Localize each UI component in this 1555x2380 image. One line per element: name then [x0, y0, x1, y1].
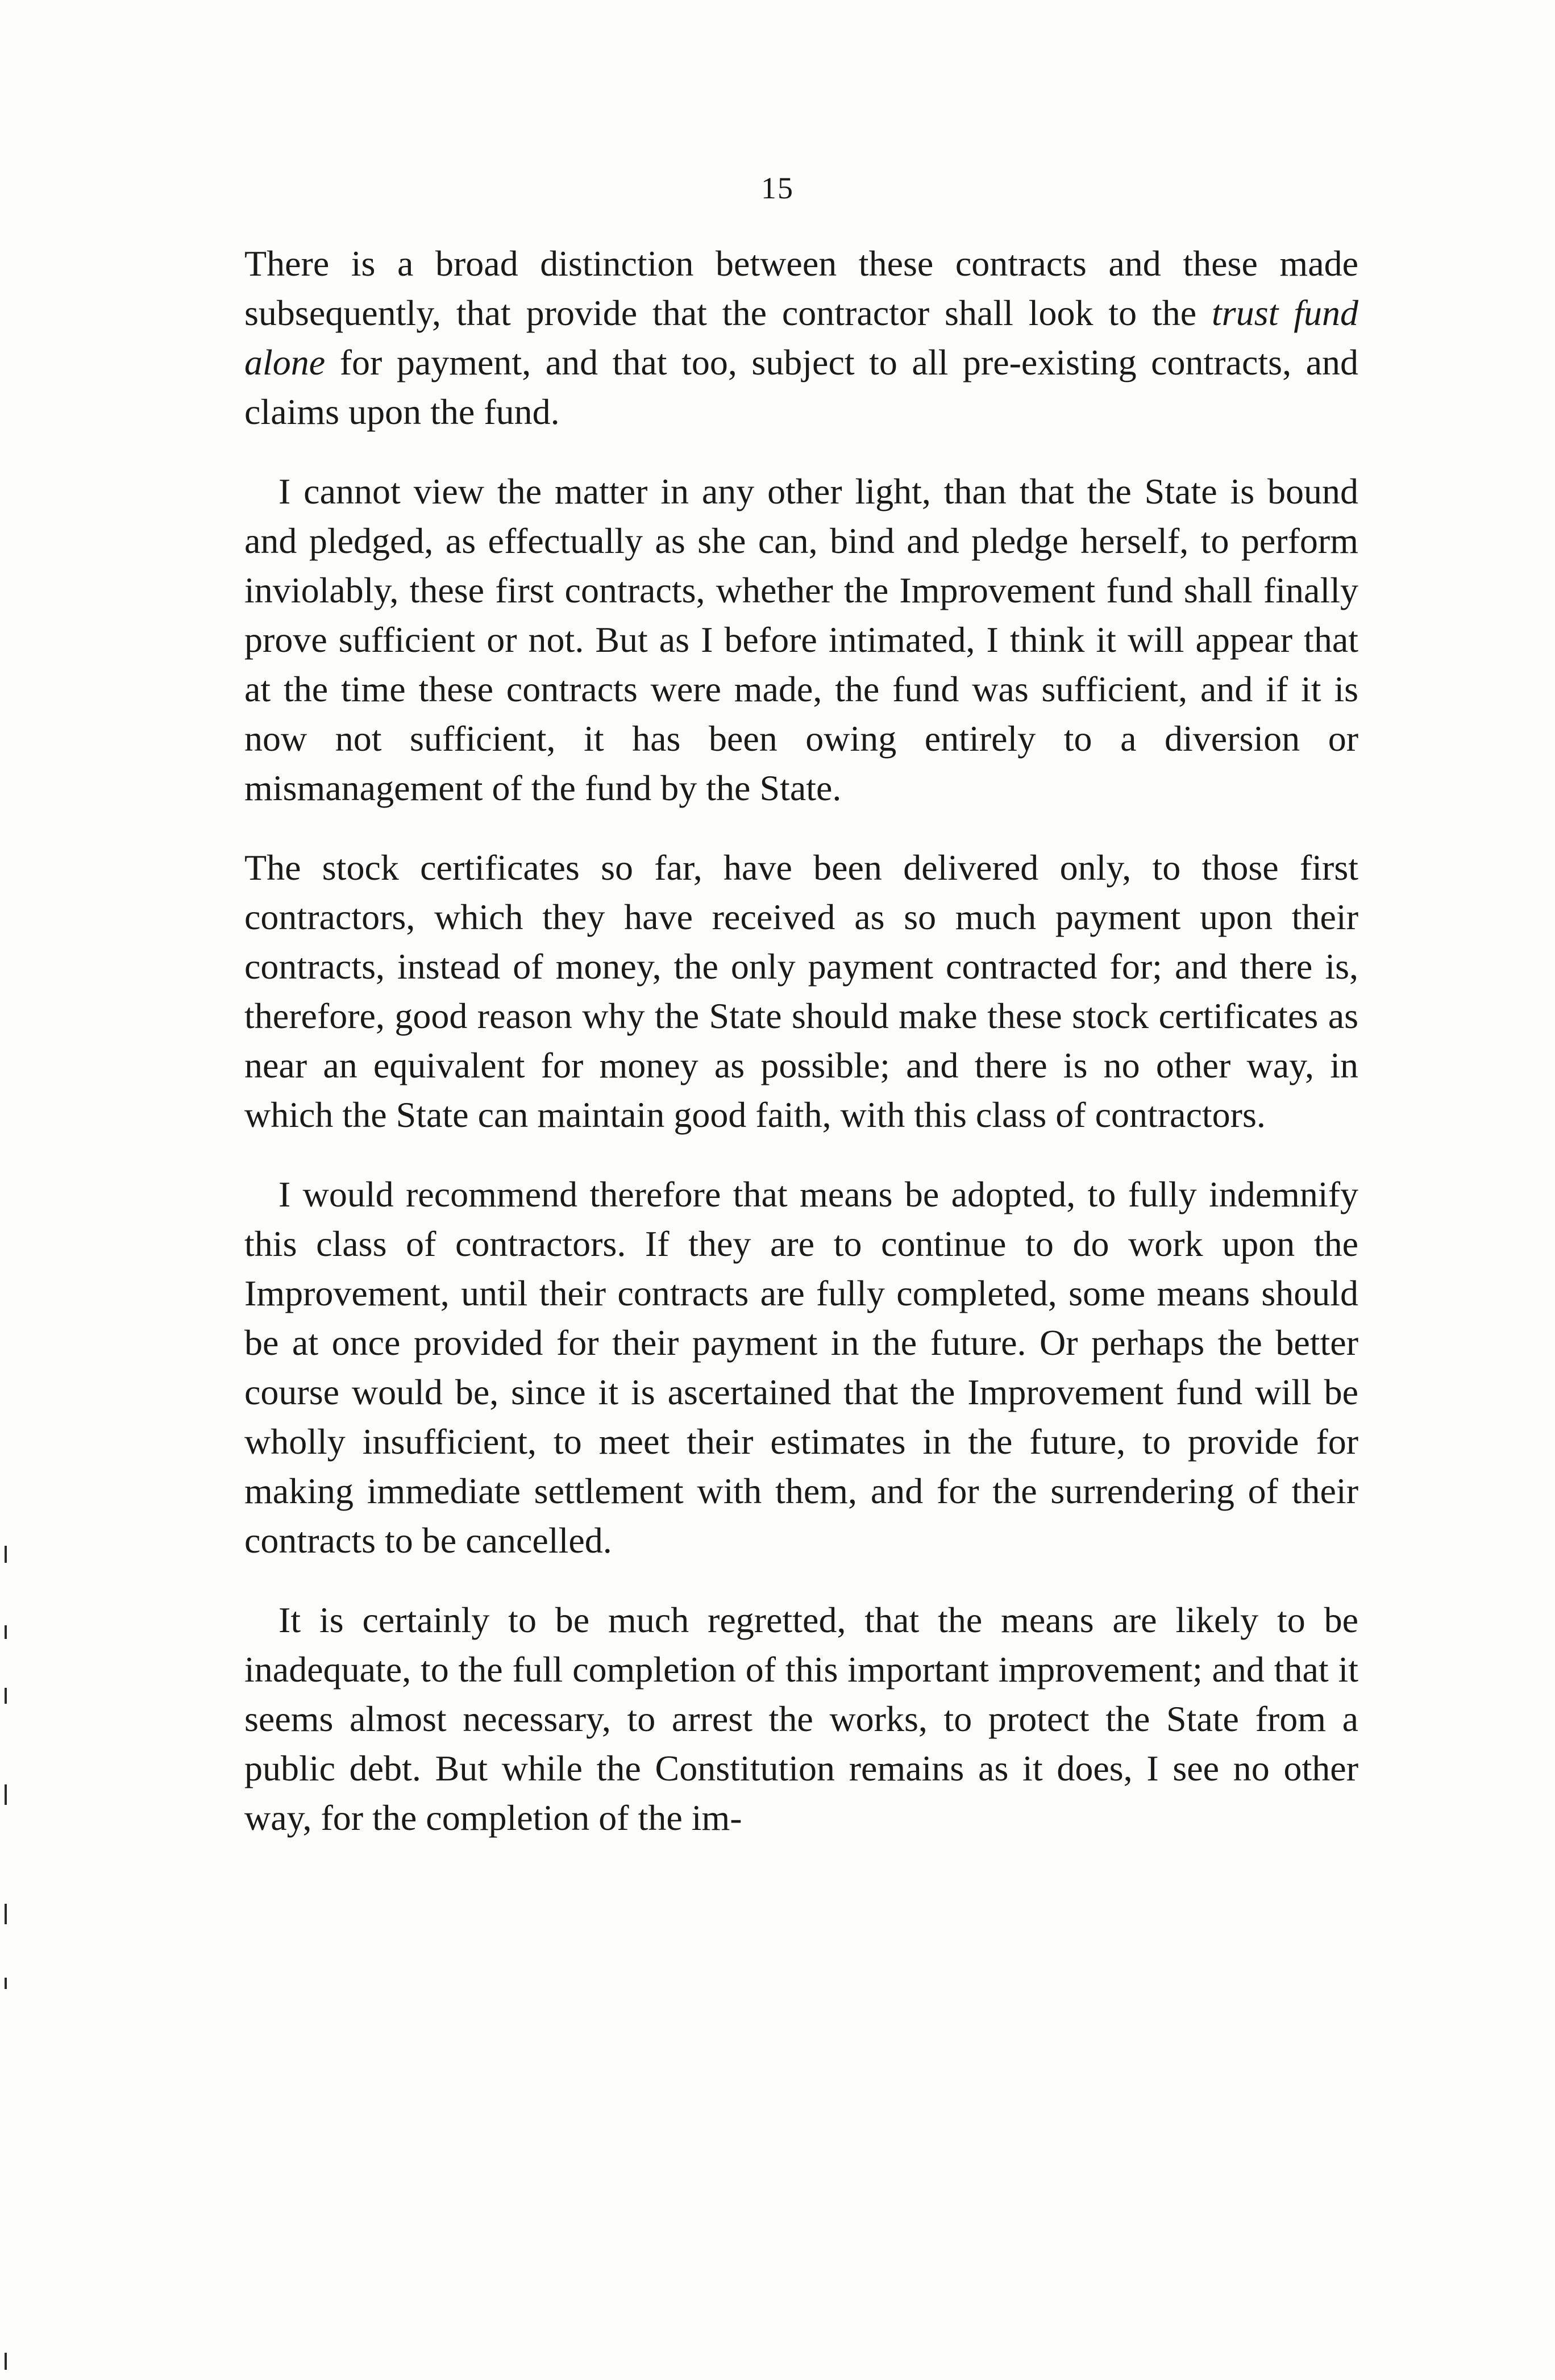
- paragraph-5: It is certainly to be much regretted, that the means are likely to be inadequate, to the full completion of this important improvement; and that it seems almost necessary, to arrest the works, to protect the State from a public debt. But while the Constitution remains as it does, I see no other way, for the completion of the im-: [244, 1600, 1358, 1838]
- scan-mark: [5, 1978, 7, 1989]
- scan-mark: [5, 1688, 7, 1704]
- scan-mark: [5, 2353, 7, 2370]
- paragraph-1-text-end: for payment, and that too, subject to all pre-existing contracts, and claims upon the fund.: [244, 342, 1358, 432]
- scan-mark: [5, 1625, 7, 1639]
- paragraph-1: [244, 239, 1358, 436]
- scan-mark: [5, 1904, 7, 1924]
- paragraph-1-text-start: There is a broad distinction between these contracts and these made subsequently, that provide that the contractor shall look to the: [244, 243, 1358, 333]
- page-number: 15: [761, 171, 794, 205]
- paragraph-3: The stock certificates so far, have been delivered only, to those first contractors, which they have received as so much payment upon their contracts, instead of money, the only payment contracted for; and there is, therefore, good reason why the State should make these stock certificates as near an equivalent for money as possible; and there is no other way, in which the State can maintain good faith, with this class of contractors.: [244, 847, 1358, 1135]
- scan-mark: [5, 1784, 7, 1805]
- paragraph-2: I cannot view the matter in any other light, than that the State is bound and pledged, as effectually as she can, bind and pledge herself, to perform inviolably, these first contracts, whether the Improvement fund shall finally prove sufficient or not. But as I before intimated, I think it will appear that at the time these contracts were made, the fund was sufficient, and if it is now not sufficient, it has been owing entirely to a diversion or mismanagement of the fund by the State.: [244, 471, 1358, 808]
- emphasis-trust-fund-alone: trust fund alone: [244, 293, 1359, 382]
- body-text: [244, 239, 1358, 1842]
- paragraph-4: I would recommend therefore that means be adopted, to fully indemnify this class of contractors. If they are to continue to do work upon the Improvement, until their contracts are fully completed, some means should be at once provided for their payment in the future. Or perhaps the better course would be, since it is ascertained that the Improvement fund will be wholly insufficient, to meet their estimates in the future, to provide for making immediate settlement with them, and for the surrendering of their contracts to be cancelled.: [244, 1174, 1358, 1561]
- scan-mark: [5, 1546, 7, 1563]
